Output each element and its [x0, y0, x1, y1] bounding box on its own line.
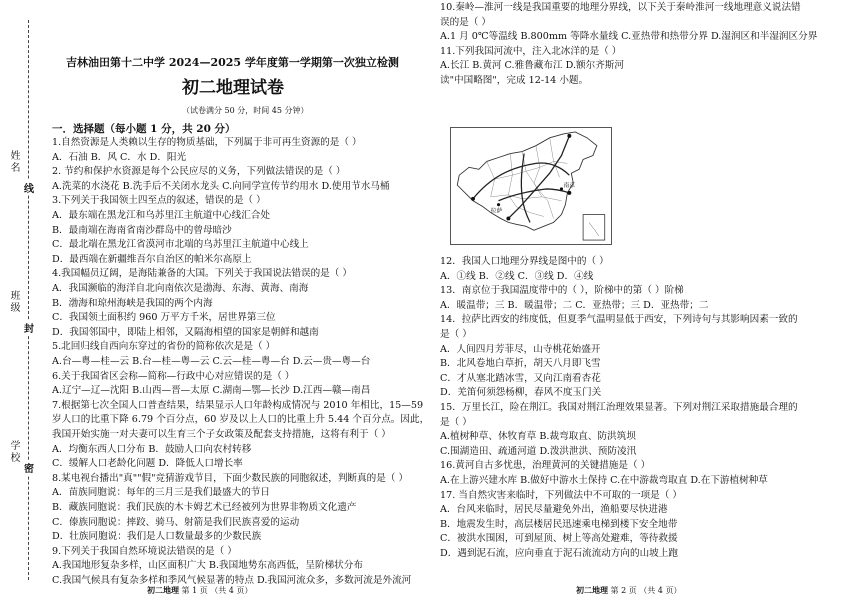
section-heading: 一．选择题（每小题 1 分，共 20 分） [52, 123, 236, 135]
footer-left [147, 585, 252, 596]
question-line: 11.下列我国河流中，注入北冰洋的是（ ） [440, 45, 622, 57]
footer-left-subject: 初二地理 [147, 585, 179, 595]
south-sea-islands [589, 222, 599, 236]
question-line: D．羌笛何须怨杨柳，春风不度玉门关 [440, 387, 602, 399]
question-line: A.1 月 0℃等温线 B.800mm 等降水量线 C.亚热带和热带分界 D.湿润区和半湿润区分界 [440, 31, 818, 43]
line-1 [508, 136, 569, 219]
question-line: C.围湖造田、疏通河道 D.泼洪泄洪、预防凌汛 [440, 445, 637, 457]
question-line: 3.下列关于我国领土四至点的叙述，错误的是（ ） [52, 195, 266, 207]
question-line: A．我国濒临的海洋自北向南依次是渤海、东海、黄海、南海 [52, 283, 309, 294]
question-line: 9.下列关于我国自然环境说法错误的是（ ） [52, 545, 237, 557]
question-line: 是（ ） [440, 329, 472, 340]
question-line: A．均衡东西人口分布 B．鼓励人口向农村转移 [52, 443, 252, 455]
question-line: D．遇到泥石流，应向垂直于泥石流流动方向的山坡上跑 [440, 548, 678, 559]
exam-subtitle: （试卷满分 50 分，时间 45 分钟） [182, 106, 309, 115]
question-line: 1.自然资源是人类赖以生存的物质基础，下列属于非可再生资源的是（ ） [52, 137, 362, 148]
question-line: 14．拉萨比西安的纬度低，但夏季气温明显低于西安，下列诗句与其影响因素一致的 [440, 314, 798, 326]
name-label: 姓名 [8, 150, 19, 174]
question-line: B．渤海和琼州海峡是我国的两个内海 [52, 297, 213, 309]
question-line: 13．南京位于我国温度带中的（ ），阶梯中的第（ ）阶梯 [440, 285, 684, 297]
question-line: A.洗菜的水浇花 B.洗手后不关闭水龙头 C.向同学宣传节约用水 D.使用节水马桶 [52, 180, 390, 192]
question-line: 2. 节约和保护水资源是每个公民应尽的义务，下列做法错误的是（ ） [52, 166, 346, 178]
question-line: B．藏族同胞说：我们民族的木卡姆艺术已经被列为世界非物质文化遗产 [52, 502, 357, 513]
question-line: 6.关于我国省区会称—简称—行政中心对应错误的是（ ） [52, 370, 295, 382]
footer-left-page: 第 1 页 （共 4 页） [181, 586, 253, 595]
question-line: C．最北端在黑龙江省漠河市北端的乌苏里江主航道中心线上 [52, 239, 309, 251]
question-line: A．最东端在黑龙江和乌苏里江主航道中心线汇合处 [52, 210, 270, 221]
map-label-nanjing: 南京 [563, 182, 576, 189]
point-ne [567, 134, 571, 138]
footer-right-subject: 初二地理 [576, 585, 608, 595]
question-line: A.植树种草、休牧育草 B.裁弯取直、防洪筑坝 [440, 431, 636, 443]
question-line: C．我国领土面积约 960 万平方千米，居世界第三位 [52, 312, 276, 324]
question-line: 12．我国人口地理分界线是图中的（ ） [440, 256, 609, 267]
footer-right-page: 第 2 页 （共 4 页） [610, 586, 682, 595]
question-line: 17. 当自然灾害来临时，下列做法中不可取的一项是（ ） [440, 489, 683, 501]
question-line: B．北风卷地白草折，胡天八月即飞雪 [440, 358, 601, 370]
footer-right [576, 585, 681, 596]
question-line: A.台—粤—桂—云 B.台—桂—粤—云 C.云—桂—粤—台 D.云—贵—粤—台 [52, 356, 371, 367]
china-map [450, 127, 612, 245]
question-line: C．缓解人口老龄化问题 D．降低人口增长率 [52, 458, 243, 470]
question-line: 16.黄河自古多忧患，治理黄河的关键措施是（ ） [440, 460, 651, 472]
seal-mark-feng: 封 [24, 320, 34, 335]
question-line: B．最南端在海南省南沙群岛中的曾母暗沙 [52, 224, 232, 236]
south-sea-inset [583, 215, 605, 241]
question-line: D．壮族同胞说：我们是人口数量最多的少数民族 [52, 531, 262, 543]
question-line: 是（ ） [440, 416, 472, 428]
page-title: 初二地理试卷 [182, 78, 284, 98]
question-line: A．人间四月芳菲尽，山寺桃花始盛开 [440, 343, 601, 355]
school-label: 学校 [8, 440, 19, 464]
seal-mark-xian: 线 [24, 180, 34, 195]
question-line: A．台风来临时，居民尽量避免外出，渔船要尽快进港 [440, 504, 668, 516]
question-line: A.辽宁—辽—沈阳 B.山西—晋—太原 C.湖南—鄂—长沙 D.江西—赣—南昌 [52, 385, 371, 397]
question-line: C．才从塞北踏冰雪，又向江南看杏花 [440, 372, 601, 384]
question-line: 10.秦岭—淮河一线是我国重要的地理分界线，以下关于秦岭淮河一线地理意义说法错 [440, 2, 801, 13]
question-line: C.我国气候具有复杂多样和季风气候显著的特点 D.我国河流众多，多数河流是外流河 [52, 575, 412, 586]
question-line: A.我国地形复杂多样，山区面积广大 B.我国地势东高西低，呈阶梯状分布 [52, 560, 363, 572]
seal-mark-mi: 密 [24, 460, 34, 475]
question-line: A．暖温带；三 B．暖温带；二 C．亚热带；三 D．亚热带；二 [440, 299, 709, 311]
question-line: 4.我国幅员辽阔，是海陆兼备的大国。下列关于我国说法错误的是（ ） [52, 268, 353, 280]
question-line: A.在上游兴建水库 B.做好中游水土保持 C.在中游裁弯取直 D.在下游植树种草 [440, 475, 768, 486]
question-line: 15．万里长江，险在荆江。我国对荆江治理效果显著。下列对荆江采取措施最合理的 [440, 402, 798, 413]
question-line: 误的是（ ） [440, 16, 492, 28]
question-line: A．苗族同胞说：每年的三月三是我们最盛大的节日 [52, 487, 270, 499]
question-line: 8.某电视台播出"真""假"竞猜游戏节目，下面少数民族的同胞叙述，判断真的是（ ） [52, 472, 409, 484]
question-line: 读"中国略图"，完成 12-14 小题。 [440, 75, 589, 86]
seal-line [28, 20, 29, 580]
binding-margin [0, 0, 50, 607]
question-line: 我国开始实施一对夫妻可以生育三个子女政策及配套支持措施，这将有利于（ ） [52, 429, 391, 440]
question-line: 岁人口的比重下降 6.79 个百分点，60 岁及以上人口的比重上升 5.44 个百分点。因此， [52, 414, 430, 426]
question-line: A．石油 B．风 C．水 D．阳光 [52, 151, 187, 163]
class-label: 班级 [8, 290, 19, 314]
point-sw [506, 216, 510, 220]
map-label-lasa: 拉萨 [490, 208, 503, 215]
question-line: A.长江 B.黄河 C.雅鲁藏布江 D.额尔齐斯河 [440, 60, 624, 72]
question-line: 7.根据第七次全国人口普查结果，结果显示人口年龄构成情况与 2010 年相比，15—59 [52, 399, 424, 411]
question-line: 5.北回归线自西向东穿过的省份的简称依次是是（ ） [52, 341, 276, 353]
question-line: B．地震发生时，高层楼居民迅速乘电梯到楼下安全地带 [440, 518, 678, 530]
point-e [567, 191, 571, 195]
question-line: C．傣族同胞说：摔跤、骑马、射箭是我们民族喜爱的运动 [52, 516, 300, 528]
lasa-dot [497, 203, 500, 206]
question-line: D．我国邻国中，即陆上相邻，又隔海相望的国家是朝鲜和越南 [52, 326, 319, 338]
question-line: D．最西端在新疆维吾尔自治区的帕米尔高原上 [52, 253, 252, 265]
point-w [471, 197, 475, 201]
question-line: A．①线 B．②线 C．③线 D．④线 [440, 270, 594, 282]
question-line: C．被洪水围困，可到屋顶、树上等高处避难，等待救援 [440, 533, 678, 545]
school-header: 吉林油田第十二中学 2024—2025 学年度第一学期第一次独立检测 [66, 56, 399, 69]
